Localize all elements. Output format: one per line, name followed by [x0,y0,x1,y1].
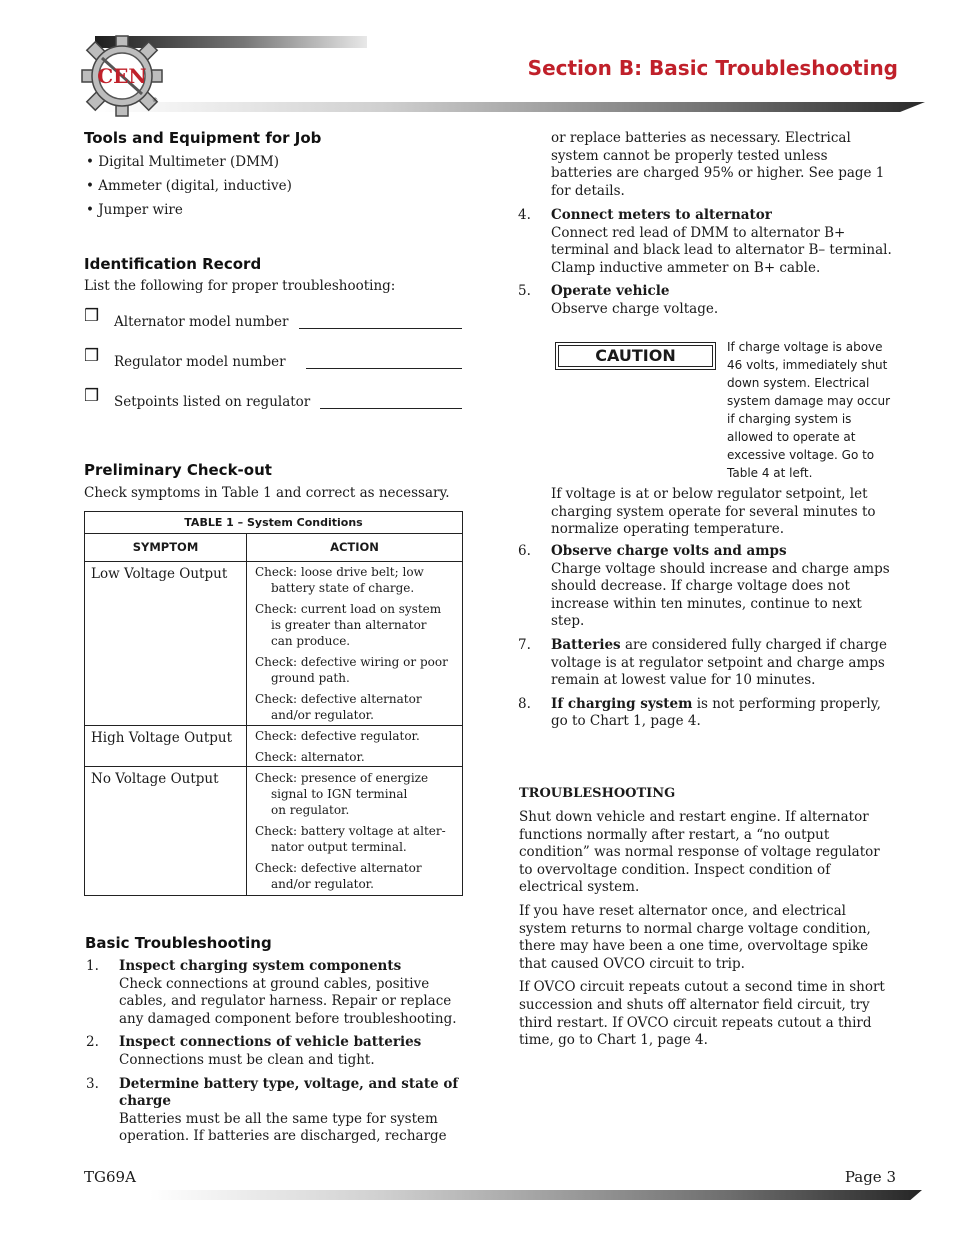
list-item: • Jumper wire [86,202,183,218]
table-row [85,562,463,726]
record-field-alternator[interactable]: ❒ Alternator model number [84,306,464,326]
header-underline-bar [95,102,925,112]
continued-paragraph: or replace batteries as necessary. Electrical system cannot be properly tested unless batteries are charged 95% or higher. See page 1 for details. [551,130,885,199]
caution-text: If charge voltage is above 46 volts, immediately shut down system. Electrical system damage may occur if charging system is allowed to operate at excessive voltage. Go to Table 4 at left. [727,340,891,480]
list-item: 4. Connect meters to alternator Connect red lead of DMM to alternator B+ terminal and black lead to alternator B– terminal. Clamp inductive ammeter on B+ cable. [518,207,892,276]
checkbox-icon[interactable]: ❒ [84,386,100,406]
cen-logo [78,32,166,120]
table-caption: TABLE 1 – System Conditions [85,512,463,534]
action-cell: Check: defective regulator. Check: alternator. [247,726,463,767]
tools-heading: Tools and Equipment for Job [84,129,322,147]
table-row [85,767,463,896]
record-field-setpoints[interactable]: ❒ Setpoints listed on regulator [84,386,464,406]
symptom-cell: Low Voltage Output [85,562,247,726]
preliminary-intro: Check symptoms in Table 1 and correct as necessary. [84,485,450,501]
list-item: 1. Inspect charging system components Check connections at ground cables, positive cables, and regulator harness. Repair or replace any damaged component before troubleshooting. [86,958,457,1027]
col-header-symptom: SYMPTOM [85,534,247,562]
identification-heading: Identification Record [84,255,262,273]
doc-number: TG69A [84,1168,136,1186]
checkbox-icon[interactable]: ❒ [84,306,100,326]
caution-label: CAUTION [558,345,713,367]
caution-label-box [555,342,716,370]
basic-heading: Basic Troubleshooting [85,934,272,952]
steps-right-2 [518,543,893,731]
identification-intro: List the following for proper troubleshooting: [84,278,396,294]
list-item: 6. Observe charge volts and amps Charge voltage should increase and charge amps should decrease. If charge voltage does not increase within ten minutes, continue to next step. [518,543,890,630]
action-cell: Check: presence of energize signal to IGN terminal on regulator. Check: battery voltage at alter- nator output terminal. Check: defective alternator and/or regulator. [247,767,463,896]
symptom-cell: No Voltage Output [85,767,247,896]
blank-line [306,356,462,369]
list-item: • Digital Multimeter (DMM) [86,154,279,170]
logo-text: CEN [97,64,147,88]
troubleshooting-heading: TROUBLESHOOTING [519,786,676,801]
gear-logo-icon [78,32,166,120]
list-item: 8. If charging system is not performing properly, go to Chart 1, page 4. [518,695,881,730]
action-cell: Check: loose drive belt; low battery state of charge. Check: current load on system is greater than alternator can produce. Check: defective wiring or poor ground path. Check: defective alternator and/or regulator. [247,562,463,726]
after-caution-paragraph: If voltage is at or below regulator setpoint, let charging system operate for several minutes to normalize operating temperature. [551,486,876,538]
list-item: • Ammeter (digital, inductive) [86,178,292,194]
footer-bar [150,1190,922,1200]
table-system-conditions [84,511,463,896]
checkbox-icon[interactable]: ❒ [84,346,100,366]
record-field-regulator[interactable]: ❒ Regulator model number [84,346,464,366]
blank-line [320,396,462,409]
page-number: Page 3 [844,1168,896,1186]
list-item: 5. Operate vehicle Observe charge voltage. [518,283,719,317]
steps-right [518,207,893,319]
preliminary-heading: Preliminary Check-out [84,461,272,479]
list-item: 2. Inspect connections of vehicle batteries Connections must be clean and tight. [86,1034,422,1068]
list-item: 7. Batteries are considered fully charged if charge voltage is at regulator setpoint and charge amps remain at lowest value for 10 minutes. [518,636,887,689]
blank-line [299,316,462,329]
basic-steps [86,958,466,1146]
page-title: Section B: Basic Troubleshooting [527,56,898,80]
registered-mark: ® [152,97,158,104]
col-header-action: ACTION [247,534,463,562]
troubleshooting-paragraphs: Shut down vehicle and restart engine. If alternator functions normally after restart, a “no output condition” was normal response of voltage regulator to overvoltage condition. Inspect condition of electrical system. If you have reset alternator once, and electrical system returns to normal charge voltage condition, there may have been a one time, overvoltage spike that caused OVCO circuit to trip. If OVCO circuit repeats cutout a second time in short succession and shuts off alternator field circuit, try third restart. If OVCO circuit repeats cutout a third time, go to Chart 1, page 4. [519,809,885,1049]
symptom-cell: High Voltage Output [85,726,247,767]
tools-list [86,150,292,222]
table-row [85,726,463,767]
list-item: 3. Determine battery type, voltage, and state of charge Batteries must be all the same type for system operation. If batteries are discharged, recharge [86,1075,459,1145]
